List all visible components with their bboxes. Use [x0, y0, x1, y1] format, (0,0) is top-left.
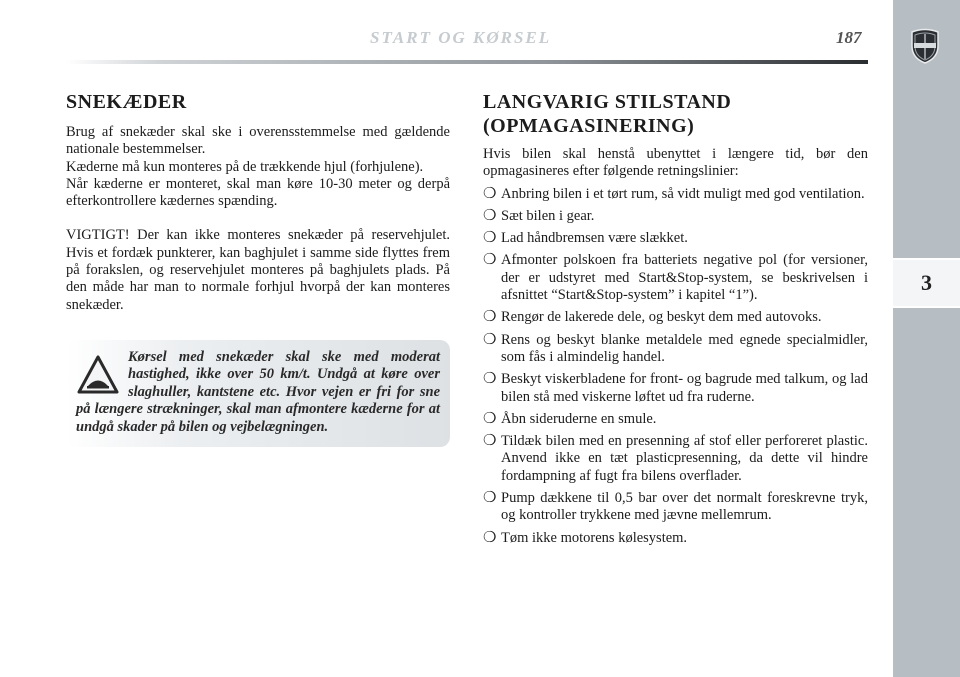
- circle-bullet-icon: ❍: [483, 490, 497, 507]
- intro-paragraph: Hvis bilen skal henstå ubenyttet i længere tid, bør den opmagasineres efter følgende retningslinier:: [483, 146, 868, 180]
- header-divider: [66, 60, 868, 64]
- circle-bullet-icon: ❍: [483, 433, 497, 450]
- warning-box: [66, 340, 450, 448]
- circle-bullet-icon: ❍: [483, 331, 497, 348]
- list-item: ❍ Tøm ikke motorens kølesystem.: [483, 529, 688, 546]
- list-item: ❍ Rens og beskyt blanke metaldele med egnede specialmidler, som fås i almindelig handel.: [483, 331, 868, 365]
- circle-bullet-icon: ❍: [483, 529, 497, 546]
- section-heading-snow-chains: SNEKÆDER: [66, 91, 187, 113]
- chapter-number: 3: [921, 270, 932, 295]
- circle-bullet-icon: ❍: [483, 230, 497, 247]
- circle-bullet-icon: ❍: [483, 185, 497, 202]
- storage-checklist: [483, 186, 868, 547]
- list-item: ❍ Lad håndbremsen være slækket.: [483, 230, 688, 247]
- chapter-tab[interactable]: [893, 258, 960, 308]
- paragraph: Når kæderne er monteret, skal man køre 10-30 meter og derpå efterkontrollere kædernes spænding.: [66, 175, 450, 210]
- paragraph: Kæderne må kun monteres på de trækkende hjul (forhjulene).: [66, 158, 424, 175]
- page-number: 187: [836, 28, 862, 47]
- list-item: ❍ Pump dækkene til 0,5 bar over det normalt foreskrevne tryk, og kontroller trykkene med jævne mellemrum.: [483, 490, 868, 524]
- left-column: [66, 90, 450, 447]
- circle-bullet-icon: ❍: [483, 410, 497, 427]
- right-column: [483, 90, 868, 552]
- list-item: ❍ Afmonter polskoen fra batteriets negative pol (for versioner, der er udstyret med Start&Stop-system, se beskrivelsen i afsnittet “Start&Stop-system” i kapitel “1”).: [483, 252, 868, 304]
- warning-text: Kørsel med snekæder skal ske med moderat hastighed, ikke over 50 km/t. Undgå at køre over slaghuller, kantstene etc. Hvor vejen er fri for sne på længere strækninger, skal man afmontere kæderne for at undgå skader på bilen og vejbelægningen.: [76, 348, 440, 435]
- circle-bullet-icon: ❍: [483, 207, 497, 224]
- list-item: ❍ Sæt bilen i gear.: [483, 207, 595, 224]
- list-item: ❍ Åbn sideruderne en smule.: [483, 410, 657, 427]
- warning-triangle-icon: [76, 353, 120, 397]
- list-item: ❍ Beskyt viskerbladene for front- og bagrude med talkum, og lad bilen stå med viskerne løftet ud fra ruderne.: [483, 371, 868, 405]
- paragraph: Brug af snekæder skal ske i overensstemmelse med gældende nationale bestemmelser.: [66, 124, 450, 158]
- circle-bullet-icon: ❍: [483, 252, 497, 269]
- heading-line: (OPMAGASINERING): [483, 115, 695, 137]
- circle-bullet-icon: ❍: [483, 309, 497, 326]
- circle-bullet-icon: ❍: [483, 371, 497, 388]
- heading-line: LANGVARIG STILSTAND: [483, 91, 732, 113]
- page-header-title: START OG KØRSEL: [370, 28, 552, 47]
- list-item: ❍ Rengør de lakerede dele, og beskyt dem med autovoks.: [483, 309, 822, 326]
- chapter-sidebar: [893, 0, 960, 677]
- important-note: VIGTIGT! Der kan ikke monteres snekæder på reservehjulet. Hvis et fordæk punkterer, kan baghjulet i samme side flyttes frem på forakslen, og reservehjulet monteres på baghjulets plads. På den måde har man to normale forhjul hvorpå der kan monteres snekæder.: [66, 227, 450, 313]
- list-item: ❍ Tildæk bilen med en presenning af stof eller perforeret plastic. Anvend ikke en tæt plasticpresenning, da dette vil hindre fordampning af fugt fra bilens overflader.: [483, 433, 868, 484]
- lancia-shield-icon: [909, 28, 941, 64]
- list-item: ❍ Anbring bilen i et tørt rum, så vidt muligt med god ventilation.: [483, 185, 865, 202]
- section-heading-storage: [483, 90, 868, 138]
